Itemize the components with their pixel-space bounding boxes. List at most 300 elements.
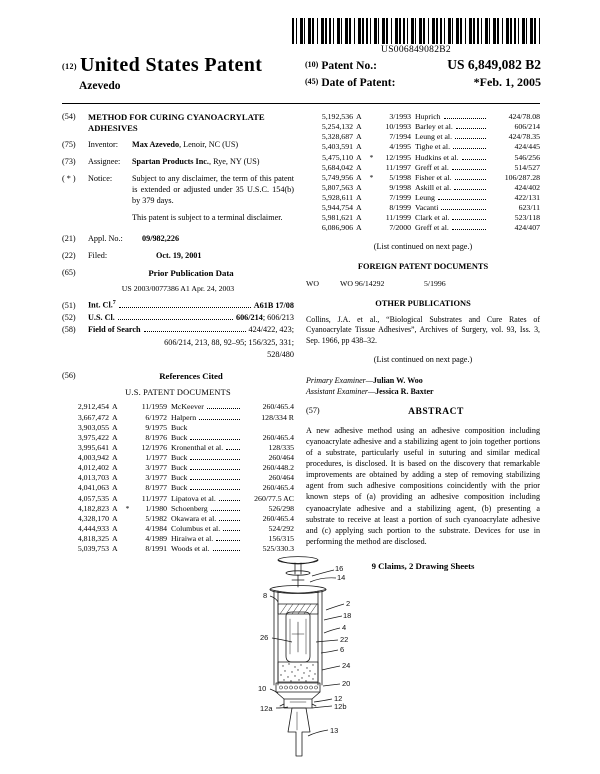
reference-date: 4/1989 [145,534,167,544]
reference-inventor-name [171,463,242,473]
field-code-22: (22) [62,251,76,261]
united-states-patent-text: United States Patent [79,54,263,76]
syringe-device-drawing [240,556,430,772]
reference-date: 1/1980 [145,503,167,513]
patent-number-value: US 6,849,082 B2 [447,57,541,72]
foreign-publication-date: 5/1996 [424,279,446,289]
us-patent-documents-heading: U.S. PATENT DOCUMENTS [125,388,231,398]
reference-name-wrap [415,173,488,183]
reference-asterisk [124,494,131,504]
foreign-patent-rows [306,279,540,289]
reference-asterisk [124,402,131,412]
reference-date: 8/1991 [145,544,167,554]
patent-number-label [305,60,411,72]
reference-patent-number: 4,003,942 [77,453,109,463]
figure-drawing [240,556,430,772]
reference-inventor-name [415,193,488,203]
reference-inventor-name [171,473,242,483]
reference-kind-code: A [112,544,118,554]
field-code-56: (56) [62,370,76,380]
leader-6 [321,650,338,653]
reference-patent-number: 5,254,132 [321,122,353,132]
numeral-8: 8 [263,591,268,600]
us-cl-primary: 606/214 [235,312,263,322]
reference-patent-number: 5,192,536 [321,112,353,121]
luer-lug-right [312,704,316,706]
reference-classification: 260/77.5 AC [254,493,294,503]
date-of-patent-row [305,75,541,90]
int-cl-label-text: Int. Cl. [88,300,113,310]
int-cl-value: A61B 17/08 [253,300,294,310]
reference-classification: 525/330.3 [262,544,294,554]
reference-name-text: Buck [171,453,188,463]
numeral-22: 22 [340,635,349,644]
numeral-24: 24 [342,661,351,670]
field-of-search-leader [144,325,246,332]
reference-kind-code: A [112,523,118,533]
reference-kind-code: A [112,483,118,493]
us-patent-documents-continued-table [306,112,540,234]
reference-inventor-name [171,524,242,534]
date-of-patent-value: *Feb. 1, 2005 [473,75,541,89]
reference-name-text: Halpern [171,412,197,422]
reference-name-text: Buck [171,483,188,493]
header-left [62,54,262,92]
reference-name-wrap [415,163,488,173]
reference-classification: 514/527 [514,162,540,172]
reference-classification: 260/464 [268,453,294,463]
reference-inventor-name [415,122,488,132]
reference-patent-number: 4,012,402 [77,463,109,473]
inventor-field [62,140,294,151]
reference-name-text: Greff et al. [415,162,449,172]
reference-row [306,223,540,233]
reference-name-text: Buck [171,422,188,432]
reference-name-text: Barley et al. [415,122,453,132]
assignee-name: Spartan Products Inc. [132,157,209,167]
reference-name-wrap [171,402,242,412]
reference-patent-number: 4,057,535 [77,493,109,503]
reference-date: 7/2000 [389,223,411,233]
references-cited-heading: References Cited [159,370,223,381]
reference-leader-dots [190,464,240,470]
reference-patent-number: 3,903,055 [77,422,109,432]
reference-name-text: Leung et al. [415,132,453,142]
reference-classification: 260/465.4 [262,432,294,442]
primary-examiner-line: Primary Examiner—Julian W. Woo [306,375,423,385]
reference-name-wrap [415,183,488,193]
reference-name-text: Hudkins et al. [415,152,459,162]
numeral-26: 26 [260,633,269,642]
field-code-65: (65) [62,267,76,277]
field-code-73: (73) [62,157,76,167]
reference-kind-code: A [356,162,362,172]
reference-classification: 128/335 [268,442,294,452]
reference-date: 6/1972 [145,412,167,422]
reference-leader-dots [226,444,240,450]
reference-patent-number: 4,444,933 [77,523,109,533]
reference-date: 7/1999 [389,193,411,202]
reference-leader-dots [452,214,486,220]
reference-date: 9/1975 [145,422,167,432]
reference-classification: 106/287.28 [504,172,540,182]
numeral-4: 4 [342,623,347,632]
other-publication-entry: Collins, J.A. et al., “Biological Substrates and Cure Rates of Cyanoacrylate Tissue Adhesives”, Archives of Surgery, vol. 93, Iss. 3, Sep. 1966, pp 438–32. [306,314,540,346]
foreign-publication-number: WO 96/14292 [340,279,385,289]
other-publications-heading: OTHER PUBLICATIONS [375,298,471,308]
field-code-54: (54) [62,112,76,121]
field-code-57: (57) [306,406,320,416]
reference-asterisk [368,142,375,152]
numeral-20: 20 [342,679,351,688]
numeral-12b: 12b [334,702,347,711]
leader-4 [324,628,340,633]
us-patent-documents-table [62,402,294,554]
field-of-search-line2: 606/214, 213, 88, 92–95; 156/325, 331; [164,337,294,347]
reference-kind-code: A [112,473,118,483]
reference-row [62,524,294,534]
us-patent-documents-continued-rows [306,112,540,234]
patent-number-row [305,57,541,73]
reference-row [62,443,294,453]
reference-classification: 424/402 [514,182,540,192]
int-cl-superscript: 7 [112,299,116,306]
appl-no-value: 09/982,226 [142,234,180,244]
applicator-tip [288,708,310,756]
reference-patent-number: 3,995,641 [77,442,109,452]
reference-row [306,142,540,152]
reference-date: 11/1997 [385,162,411,172]
primary-examiner-name: Julian W. Woo [372,375,423,385]
luer-hub [284,699,312,708]
patent-no-label-text: Patent No.: [321,60,377,72]
reference-date: 11/1959 [141,402,167,412]
notice-body [132,174,294,224]
reference-asterisk [368,112,375,122]
reference-row [62,494,294,504]
inventor-location: , Lenoir, NC (US) [179,140,239,150]
filed-field [62,251,294,262]
reference-asterisk [368,213,375,223]
reference-patent-number: 5,684,042 [321,162,353,172]
field-of-search-label: Field of Search [88,325,141,335]
reference-leader-dots [190,434,240,440]
foreign-country-code: WO [306,279,319,289]
prior-publication-field [62,268,294,280]
reference-date: 3/1977 [145,473,167,483]
reference-inventor-name [171,433,242,443]
assistant-examiner-name: Jessica R. Baxter [375,386,434,396]
abstract-title: ABSTRACT [408,407,464,418]
abstract-text: A new adhesive method using an adhesive composition including cyanoacrylate adhesive and a stabilizing agent to join together portions of a substrate, particularly useful in suturing and similar medical procedures, is disclosed. It is based on the discovery that remarkable improvements are obtained by adding a step of removing stabilizing agent from such adhesive compositions coincidently with the prior known steps of (a) providing an adhesive composition including cyanoacrylate adhesive and a stabilizing agent, (b) presenting a substrate to receive at least a portion of such cyanoacrylate adhesive and (c) applying such portion to the substrate. Devices for use in performing the method are disclosed. [306,425,540,547]
notice-paragraph-1: Subject to any disclaimer, the term of this patent is extended or adjusted under 35 U.S.C. 154(b) by 379 days. [132,174,294,205]
reference-asterisk [124,413,131,423]
field-code-12: (12) [62,62,77,71]
reference-name-text: Buck [171,432,188,442]
reference-name-text: Kronenthal et al. [171,442,224,452]
reference-date: 5/1982 [145,513,167,523]
luer-shoulder [276,692,320,699]
reference-patent-number: 6,086,906 [321,223,353,233]
reference-inventor-name [415,163,488,173]
prior-publication-heading: Prior Publication Data [148,267,234,278]
right-column [306,112,540,573]
us-cl-secondary: ; 606/213 [262,312,294,322]
granular-fill-region [278,662,318,682]
assignee-field [62,157,294,168]
reference-patent-number: 5,749,956 [321,172,353,182]
reference-name-text: Lipatova et al. [171,493,216,503]
reference-asterisk [124,423,131,433]
reference-kind-code: A [112,513,118,523]
leader-22 [316,640,338,642]
reference-name-wrap [171,514,242,524]
reference-patent-number: 5,403,591 [321,142,353,152]
reference-name-wrap [415,112,488,122]
assistant-examiner-label: Assistant Examiner [306,386,368,396]
reference-classification: 424/445 [514,142,540,152]
leader-14 [310,578,336,582]
reference-kind-code: A [112,432,118,442]
reference-classification: 524/292 [268,523,294,533]
reference-asterisk [124,433,131,443]
reference-inventor-name [171,504,242,514]
list-continued-note-2: (List continued on next page.) [373,354,473,364]
list-continued-note-1: (List continued on next page.) [373,241,473,251]
reference-date: 8/1976 [145,432,167,442]
reference-name-wrap [171,453,242,463]
reference-leader-dots [190,474,240,480]
numeral-16: 16 [335,564,344,573]
numeral-14: 14 [337,573,346,582]
assignee-location: , Rye, NY (US) [208,157,260,167]
numeral-12: 12 [334,694,343,703]
reference-name-text: McKeever [171,402,204,412]
reference-patent-number: 5,807,563 [321,182,353,192]
reference-date: 11/1999 [385,213,411,223]
barcode-image [292,18,540,44]
reference-date: 5/1998 [389,172,411,182]
reference-asterisk [124,514,131,524]
reference-asterisk [124,453,131,463]
reference-leader-dots [453,143,486,149]
reference-inventor-name [171,544,242,554]
barcode-block [292,18,540,55]
reference-patent-number: 5,944,754 [321,203,353,213]
granular-particles [280,663,315,681]
foreign-patent-row [306,279,540,289]
reference-row [306,112,540,122]
reference-date: 10/1993 [385,122,411,132]
reference-name-text: Buck [171,463,188,473]
reference-inventor-name [415,223,488,233]
reference-row [306,153,540,163]
reference-name-text: Clark et al. [415,213,450,223]
reference-kind-code: A [356,142,362,152]
reference-row [62,473,294,483]
reference-leader-dots [223,525,240,531]
inventor-name: Max Azevedo [132,140,180,150]
reference-date: 8/1977 [145,483,167,493]
reference-row [62,534,294,544]
reference-classification: 260/464 [268,473,294,483]
reference-name-wrap [415,153,488,163]
reference-row [62,433,294,443]
notice-field [62,174,294,224]
reference-classification: 526/298 [268,503,294,513]
reference-name-wrap [171,524,242,534]
reference-asterisk [368,203,375,213]
reference-asterisk [124,463,131,473]
notice-label: Notice: [88,174,113,183]
reference-asterisk [368,183,375,193]
reference-asterisk: * [369,152,374,162]
reference-inventor-name [171,402,242,412]
reference-leader-dots [190,484,240,490]
us-cl-leader [118,313,233,320]
leader-13 [308,730,328,736]
left-column [62,112,294,554]
reference-inventor-name [415,213,488,223]
reference-inventor-name [415,153,488,163]
numeral-18: 18 [343,611,352,620]
reference-patent-number: 5,328,687 [321,132,353,142]
us-patent-documents-rows [62,402,294,554]
reference-name-wrap [415,223,488,233]
reference-classification: 424/407 [514,223,540,233]
abstract-heading-row [306,406,540,419]
reference-classification [242,423,294,433]
reference-asterisk [124,544,131,554]
reference-name-text: Askill et al. [415,182,452,192]
reference-kind-code: A [112,442,118,452]
reference-name-wrap [415,213,488,223]
reference-leader-dots [213,545,240,551]
reference-patent-number: 4,182,823 [77,503,109,513]
field-code-45: (45) [305,77,319,86]
us-cl-row [62,313,294,324]
reference-name-wrap [171,504,242,514]
reference-name-wrap [171,423,242,433]
reference-asterisk [124,534,131,544]
reference-date: 4/1995 [389,142,411,152]
reference-row [62,413,294,423]
reference-inventor-name [415,203,488,213]
reference-classification: 424/78.35 [508,132,540,142]
reference-inventor-name [415,173,488,183]
reference-kind-code: A [112,534,118,544]
reference-inventor-name [171,443,242,453]
reference-asterisk [368,122,375,132]
reference-classification: 156/315 [268,534,294,544]
reference-row [306,122,540,132]
reference-name-text: Woods et al. [171,544,210,554]
reference-patent-number: 4,818,325 [77,534,109,544]
reference-asterisk [368,132,375,142]
prior-publication-line: US 2003/0077386 A1 Apr. 24, 2003 [121,283,235,293]
plunger-rod-upper [295,563,301,574]
luer-lug-left [280,704,284,706]
reference-name-wrap [415,193,488,203]
assistant-examiner-line: Assistant Examiner—Jessica R. Baxter [306,386,434,396]
piston-hatching [280,604,317,614]
header-divider [62,103,540,104]
header-right [305,57,541,92]
reference-date: 3/1977 [145,463,167,473]
reference-classification: 260/465.4 [262,483,294,493]
reference-kind-code: A [356,182,362,192]
reference-asterisk [368,223,375,233]
reference-name-wrap [171,463,242,473]
field-code-10: (10) [305,60,319,69]
reference-leader-dots [438,194,486,200]
reference-row [62,423,294,433]
reference-leader-dots [190,454,240,460]
invention-title: METHOD FOR CURING CYANOACRYLATE ADHESIVES [88,112,265,134]
reference-name-text: Columbus et al. [171,523,221,533]
reference-patent-number: 5,981,621 [321,213,353,223]
assignee-value [132,157,294,168]
reference-name-wrap [171,483,242,493]
leader-10 [270,689,278,693]
filed-label: Filed: [88,251,108,261]
reference-asterisk [124,483,131,493]
reference-leader-dots [455,133,486,139]
reference-name-wrap [415,132,488,142]
reference-leader-dots [211,505,240,511]
reference-asterisk [124,443,131,453]
reference-classification: 128/334 R [261,412,294,422]
reference-inventor-name [171,453,242,463]
reference-name-text: Vacanti [415,203,439,213]
leader-20 [323,684,340,686]
reference-inventor-name [171,413,242,423]
reference-row [306,213,540,223]
field-of-search-row [62,325,294,336]
reference-name-wrap [415,122,488,132]
primary-examiner-label: Primary Examiner [306,375,366,385]
leader-12b [312,706,332,708]
reference-date: 4/1984 [145,523,167,533]
reference-kind-code: A [112,412,118,422]
us-cl-value [236,313,294,324]
int-cl-label [88,300,116,312]
int-cl-leader [119,301,251,308]
field-code-52: (52) [62,312,76,322]
reference-name-wrap [171,443,242,453]
reference-date: 11/1977 [141,493,167,503]
reference-inventor-name [415,112,488,122]
field-of-search-line3: 528/480 [267,349,294,359]
field-code-75: (75) [62,140,76,150]
reference-name-text: Fisher et al. [415,172,452,182]
reference-patent-number: 3,667,472 [77,412,109,422]
reference-leader-dots [462,154,486,160]
reference-kind-code: A [356,223,362,233]
reference-row [306,163,540,173]
reference-kind-code: A [356,152,362,162]
assignee-label: Assignee: [88,157,121,167]
inventor-value [132,140,294,151]
reference-date: 12/1995 [385,152,411,162]
leader-12 [314,699,332,702]
reference-patent-number: 4,013,703 [77,473,109,483]
reference-date: 1/1977 [145,453,167,463]
reference-asterisk: * [125,503,130,513]
reference-classification: 546/256 [514,152,540,162]
field-of-search-value: 424/422, 423; [248,325,294,335]
reference-inventor-name [415,132,488,142]
